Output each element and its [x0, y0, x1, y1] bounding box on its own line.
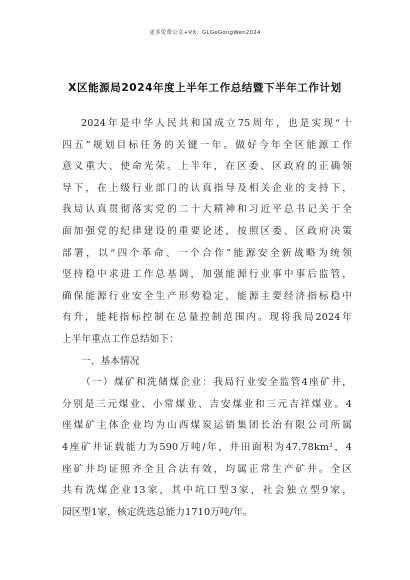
paragraph-line: 导下，在上级行业部门的认真指导及相关企业的支持下，	[62, 182, 352, 194]
paragraph-line: 面加强党的纪律建设的重要论述，按照区委、区政府决策	[62, 225, 352, 237]
header-note: 更多免费公文+VX：GLGeGongWen2024	[149, 30, 261, 36]
paragraph-line: 坚持稳中求进工作总基调，加强能源行业事中事后监管，	[62, 269, 352, 281]
paragraph-line: 确保能源行业安全生产形势稳定，能源主要经济指标稳中	[62, 290, 352, 302]
paragraph-line: 2024年是中华人民共和国成立75周年，也是实现“十	[81, 118, 352, 129]
paragraph-line: 意义重大、使命光荣。上半年，在区委、区政府的正确领	[62, 161, 352, 173]
paragraph-line: 园区型1家，核定洗选总能力1710万吨/年。	[62, 506, 253, 518]
paragraph-line: 部署，以“四个革命、一个合作”能源安全新战略为统领	[62, 247, 352, 259]
paragraph-line: 座矿井均证照齐全且合法有效，均属正常生产矿井。全区	[62, 463, 352, 475]
paragraph-line: 有升，能耗指标控制在总量控制范围内。现将我局2024年	[62, 312, 352, 324]
document-title: X区能源局2024年度上半年工作总结暨下半年工作计划	[68, 82, 342, 94]
paragraph-line: 分别是三元煤业、小常煤业、吉安煤业和三元吉祥煤业。4	[62, 398, 352, 410]
paragraph-line: 4座矿井证载能力为590万吨/年，井田面积为47.78km²，4	[62, 441, 352, 453]
document-body	[62, 113, 352, 523]
paragraph-line: 座煤矿主体企业均为山西煤炭运销集团长治有限公司所属	[62, 420, 352, 432]
section-heading: 一、基本情况	[81, 355, 140, 367]
paragraph-line: 共有洗煤企业13家，其中坑口型3家，社会独立型9家，	[62, 485, 352, 497]
paragraph-line: 四五”规划目标任务的关键一年。做好今年全区能源工作	[62, 139, 352, 151]
paragraph-line: 我局认真贯彻落实党的二十大精神和习近平总书记关于全	[62, 204, 352, 216]
paragraph-line: （一）煤矿和洗储煤企业：我局行业安全监管4座矿井，	[81, 377, 352, 389]
paragraph-line: 上半年重点工作总结如下：	[62, 333, 179, 345]
